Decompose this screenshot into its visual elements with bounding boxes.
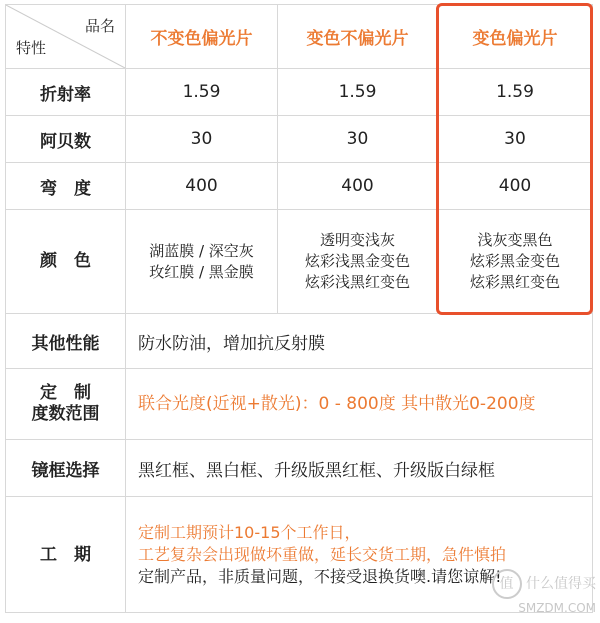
color-option: 玫红膜 / 黑金膜 — [149, 262, 254, 281]
watermark-logo-icon: 值 — [492, 569, 522, 599]
cell: 联合光度(近视+散光)：0 - 800度 其中散光0-200度 — [126, 369, 593, 440]
color-option: 炫彩黑红变色 — [469, 273, 560, 291]
cell: 30 — [126, 116, 278, 163]
row-label: 工 期 — [6, 497, 126, 613]
row-label — [6, 369, 126, 440]
table-row — [6, 369, 593, 440]
cell: 400 — [438, 163, 593, 210]
product-label: 品名 — [84, 17, 115, 35]
period-line: 定制产品，非质量问题，不接受退换货噢.请您谅解! — [138, 566, 502, 586]
period-line: 定制工期预计10-15个工作日， — [138, 522, 361, 542]
color-option: 炫彩黑金变色 — [469, 252, 560, 270]
row-label: 折射率 — [6, 69, 126, 116]
color-option: 透明变浅灰 — [319, 231, 395, 249]
cell: 1.59 — [126, 69, 278, 116]
watermark — [492, 569, 596, 617]
cell: 30 — [278, 116, 438, 163]
cell: 400 — [126, 163, 278, 210]
attribute-label: 特性 — [16, 39, 47, 57]
highlight-box — [436, 3, 593, 315]
row-label-line: 定 制 — [40, 383, 91, 403]
row-label: 颜 色 — [6, 210, 126, 314]
row-label: 弯 度 — [6, 163, 126, 210]
col-header: 不变色偏光片 — [126, 5, 278, 69]
table-row — [6, 440, 593, 497]
watermark-site: SMZDM.COM — [518, 601, 596, 615]
watermark-name: 什么值得买 — [526, 576, 596, 592]
color-option: 炫彩浅黑红变色 — [304, 273, 410, 291]
color-option: 炫彩浅黑金变色 — [304, 252, 410, 270]
row-label-line: 度数范围 — [31, 404, 100, 424]
cell: 黑红框、黑白框、升级版黑红框、升级版白绿框 — [126, 440, 593, 497]
row-label: 镜框选择 — [6, 440, 126, 497]
period-line: 工艺复杂会出现做坏重做，延长交货工期，急件慎拍 — [138, 544, 507, 564]
color-option: 浅灰变黑色 — [477, 231, 553, 249]
col-header: 变色偏光片 — [438, 5, 593, 69]
cell — [278, 210, 438, 314]
col-header: 变色不偏光片 — [278, 5, 438, 69]
row-label: 阿贝数 — [6, 116, 126, 163]
cell — [126, 210, 278, 314]
table-row — [6, 314, 593, 369]
row-label: 其他性能 — [6, 314, 126, 369]
color-option: 湖蓝膜 / 深空灰 — [149, 241, 254, 260]
corner-header — [6, 5, 126, 69]
cell: 1.59 — [438, 69, 593, 116]
cell: 防水防油，增加抗反射膜 — [126, 314, 593, 369]
cell: 1.59 — [278, 69, 438, 116]
cell: 400 — [278, 163, 438, 210]
cell: 30 — [438, 116, 593, 163]
